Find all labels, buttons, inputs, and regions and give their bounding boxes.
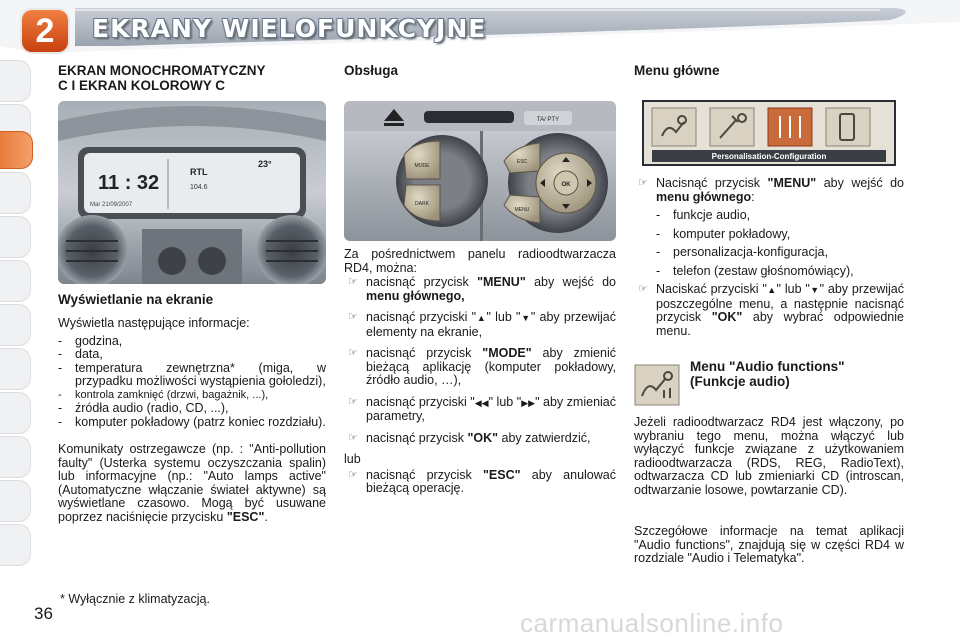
ok-label: OK (561, 182, 571, 188)
operation-intro: Za pośrednictwem panelu radioodtwarzacza RD4, można: (344, 247, 616, 275)
menu-label: MENU (514, 207, 530, 213)
section-heading-display (58, 63, 326, 93)
list-item: ☞ nacisnąć przyciski "◀◀" lub "▶▶" aby zmieniać parametry, (348, 394, 617, 423)
heading-line-1: EKRAN MONOCHROMATYCZNY (58, 63, 266, 78)
display-intro: Wyświetla następujące informacje: (58, 316, 250, 330)
screen-freq: 104.6 (190, 184, 208, 191)
audio-functions-text: Jeżeli radioodtwarzacz RD4 jest włączony, po wybraniu tego menu, można włączyć lub wyłączyć funkcje związane z użytkowaniem radioodtwarzacza (RDS, REG, RadioText), odtwarzacza CD lub zmieniarki CD (introscan, odtwarzanie losowe, powtarzanie CD). (634, 415, 904, 497)
ta-pty-label: TA/ PTY (536, 117, 560, 123)
section-heading-operation: Obsługa (344, 63, 399, 78)
list-item: - funkcje audio, (656, 208, 751, 222)
chapter-tab-11[interactable] (0, 524, 31, 566)
fast-forward-icon: ▶▶ (521, 397, 536, 408)
pointing-hand-icon: ☞ (348, 468, 358, 481)
list-item: - telefon (zestaw głośnomówiący), (656, 263, 854, 278)
list-item: ☞ nacisnąć przyciski "▲" lub "▼" aby przewijać elementy na ekranie, (348, 310, 616, 339)
dashboard-display-photo (58, 101, 326, 284)
main-menu-screen-image (642, 100, 896, 166)
chapter-number-badge: 2 (22, 10, 68, 52)
pointing-hand-icon: ☞ (638, 283, 648, 295)
screen-time: 11 : 32 (98, 172, 160, 194)
list-item: - źródła audio (radio, CD, ...), (58, 401, 229, 415)
screen-date: Mar 21/09/2007 (90, 202, 133, 208)
list-item: ☞ nacisnąć przycisk "OK" aby zatwierdzić, (348, 430, 591, 445)
chapter-tab-8[interactable] (0, 392, 31, 434)
screen-rtl: RTL (190, 167, 208, 177)
up-arrow-icon: ▲ (476, 313, 487, 323)
chapter-tab-9[interactable] (0, 436, 31, 478)
list-item: - kontrola zamknięć (drzwi, bagażnik, ...), (58, 388, 269, 401)
list-item: - data, (58, 347, 103, 361)
display-info-section (58, 292, 326, 524)
warnings-paragraph: Komunikaty ostrzegawcze (np. : "Anti-pollution faulty" (Usterka systemu oczyszczania spalin) lub informacyjne (np.: "Auto lamps active" (Automatyczne włączanie świateł aktywne) są wyświetlane czasowo. Mogą być usuwane poprzez naciśnięcie przycisku "ESC". (58, 442, 326, 524)
chapter-tab-7[interactable] (0, 348, 31, 390)
chapter-tab-3[interactable] (0, 172, 31, 214)
chapter-tab-5[interactable] (0, 260, 31, 302)
audio-heading-line-2: (Funkcje audio) (690, 374, 790, 389)
list-item: ☞ Nacisnąć przycisk "MENU" aby wejść do menu głównego: (638, 176, 905, 204)
subheading-display: Wyświetlanie na ekranie (58, 292, 214, 307)
menu-bar-label: Personalisation-Configuration (711, 152, 827, 161)
list-item: ☞ Naciskać przyciski "▲" lub "▼" aby przewijać poszczególne menu, a następnie nacisnąć przycisk "OK" aby wybrać odpowiednie menu. (638, 282, 904, 338)
section-heading-main-menu: Menu główne (634, 63, 720, 78)
chapter-tab-4[interactable] (0, 216, 31, 258)
pointing-hand-icon: ☞ (348, 311, 358, 323)
chapter-tab-6[interactable] (0, 304, 31, 346)
list-item: - personalizacja-konfiguracja, (656, 245, 828, 259)
list-item: - komputer pokładowy, (656, 226, 791, 241)
chapter-title: EKRANY WIELOFUNKCYJNE (92, 14, 487, 43)
down-arrow-icon: ▼ (520, 313, 531, 323)
mode-label: MODE (414, 163, 430, 169)
footnote: * Wyłącznie z klimatyzacją. (60, 592, 210, 606)
audio-details-text: Szczegółowe informacje na temat aplikacji "Audio functions", znajdują się w części RD4 w rozdziale "Audio i Telematyka". (634, 524, 904, 565)
pointing-hand-icon: ☞ (638, 177, 648, 189)
page-number: 36 (34, 604, 53, 623)
main-menu-section (634, 177, 904, 338)
chapter-tab-10[interactable] (0, 480, 31, 522)
heading-line-2: C I EKRAN KOLOROWY C (58, 78, 226, 93)
list-item: ☞ nacisnąć przycisk "MODE" aby zmienić bieżącą aplikację (komputer pokładowy, źródło audio, …), (348, 346, 616, 387)
radio-control-panel-photo (344, 101, 616, 241)
list-item: - godzina, (58, 333, 123, 348)
rewind-icon: ◀◀ (474, 397, 489, 408)
dark-label: DARK (415, 201, 429, 207)
up-arrow-icon: ▲ (766, 285, 777, 295)
pointing-hand-icon: ☞ (348, 347, 358, 359)
pointing-hand-icon: ☞ (348, 431, 358, 444)
chapter-tab-active[interactable] (0, 131, 33, 169)
footer-watermark: carmanualsonline.info (520, 608, 784, 638)
list-item: ☞ nacisnąć przycisk "MENU" aby wejść do menu głównego, (348, 275, 616, 303)
esc-label: ESC (516, 159, 528, 165)
chapter-tab-1[interactable] (0, 60, 31, 102)
audio-heading-line-1: Menu "Audio functions" (690, 359, 845, 374)
or-text: lub (344, 452, 361, 466)
list-item: - komputer pokładowy (patrz koniec rozdziału). (58, 414, 326, 429)
audio-functions-heading (690, 359, 910, 389)
screen-temp: 23° (258, 159, 272, 169)
pointing-hand-icon: ☞ (348, 395, 358, 408)
pointing-hand-icon: ☞ (348, 276, 358, 288)
list-item: - temperatura zewnętrzna* (miga, w przypadku możliwości wystąpienia gołoledzi), (58, 360, 326, 388)
list-item: ☞ nacisnąć przycisk "ESC" aby anulować bieżącą operację. (348, 467, 616, 495)
operation-section (344, 248, 616, 496)
down-arrow-icon: ▼ (809, 285, 820, 295)
audio-functions-icon (634, 364, 680, 406)
